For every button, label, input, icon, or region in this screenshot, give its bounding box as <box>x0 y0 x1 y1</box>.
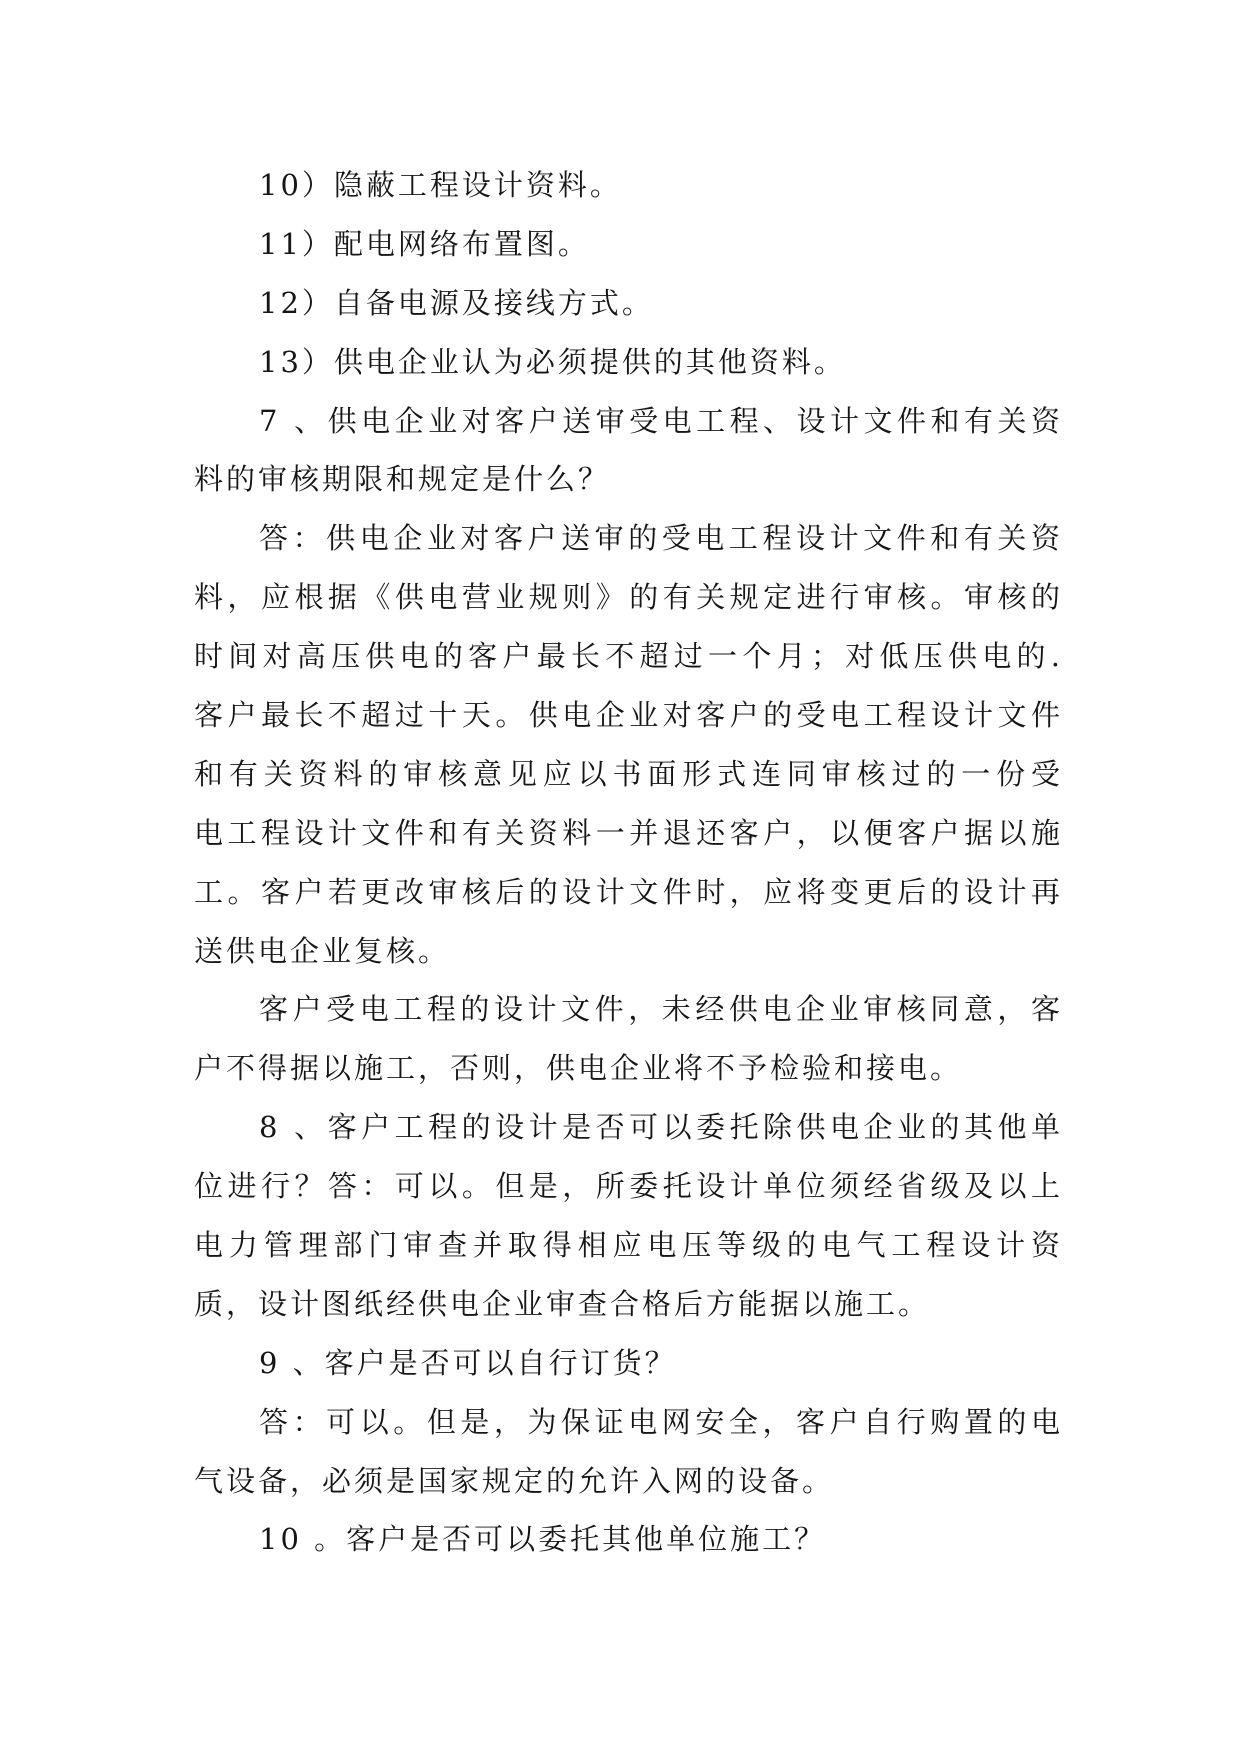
text-line: 电工程设计文件和有关资料一并退还客户，以便客户据以施 <box>194 815 1063 850</box>
text-line: 工。客户若更改审核后的设计文件时，应将变更后的设计再 <box>194 874 1063 909</box>
question-9 <box>194 1334 1063 1393</box>
text-line: 电力管理部门审查并取得相应电压等级的电气工程设计资 <box>194 1228 1063 1263</box>
text-line: 客户最长不超过十天。供电企业对客户的受电工程设计文件 <box>194 698 1063 733</box>
answer-7-note <box>194 980 1063 1098</box>
text-line: 答：可以。但是，为保证电网安全，客户自行购置的电 <box>259 1404 1063 1439</box>
text-line: 客户受电工程的设计文件，未经供电企业审核同意，客 <box>259 992 1063 1027</box>
text-line: 户不得据以施工，否则，供电企业将不予检验和接电。 <box>194 1051 963 1086</box>
list-item-10 <box>194 156 1063 215</box>
text-line: 料的审核期限和规定是什么？ <box>194 462 611 497</box>
text-line: 8 、客户工程的设计是否可以委托除供电企业的其他单 <box>259 1110 1063 1145</box>
list-item-11 <box>194 215 1063 274</box>
question-7 <box>194 392 1063 510</box>
list-item-13 <box>194 333 1063 392</box>
text-line: 10 。客户是否可以委托其他单位施工？ <box>259 1522 827 1557</box>
text-line: 9 、客户是否可以自行订货？ <box>259 1345 677 1380</box>
list-item-12 <box>194 274 1063 333</box>
text-line: 料，应根据《供电营业规则》的有关规定进行审核。审核的 <box>194 580 1063 615</box>
answer-7 <box>194 509 1063 980</box>
text-line: 时间对高压供电的客户最长不超过一个月；对低压供电的. <box>194 639 1063 674</box>
text-line: 7 、供电企业对客户送审受电工程、设计文件和有关资 <box>259 403 1063 438</box>
text-line: 11）配电网络布置图。 <box>259 226 590 261</box>
answer-9 <box>194 1393 1063 1511</box>
question-10 <box>194 1510 1063 1569</box>
text-line: 送供电企业复核。 <box>194 933 451 968</box>
question-8 <box>194 1098 1063 1334</box>
text-line: 和有关资料的审核意见应以书面形式连同审核过的一份受 <box>194 756 1063 791</box>
text-line: 13）供电企业认为必须提供的其他资料。 <box>259 344 846 379</box>
text-line: 位进行？答：可以。但是，所委托设计单位须经省级及以上 <box>194 1169 1063 1204</box>
text-line: 12）自备电源及接线方式。 <box>259 285 654 320</box>
text-line: 质，设计图纸经供电企业审查合格后方能据以施工。 <box>194 1286 931 1321</box>
text-line: 答：供电企业对客户送审的受电工程设计文件和有关资 <box>259 521 1063 556</box>
text-line: 气设备，必须是国家规定的允许入网的设备。 <box>194 1463 835 1498</box>
text-line: 10）隐蔽工程设计资料。 <box>259 168 622 202</box>
